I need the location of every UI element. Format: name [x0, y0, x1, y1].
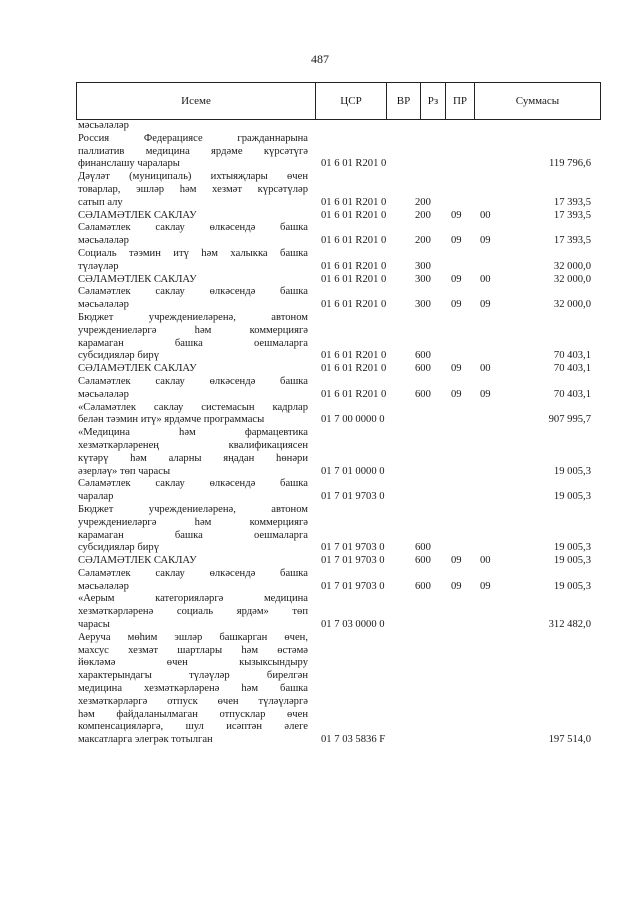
row-name-line: «Медицина һәм фармацевтика: [78, 427, 308, 439]
row-values: [76, 734, 601, 747]
row-sum: 70 403,1: [553, 388, 591, 400]
row-name-line: СӘЛАМӘТЛЕК САКЛАУ: [78, 209, 197, 221]
row-name-line: махсус хезмәт шартлары һәм өстәмә: [78, 644, 308, 656]
row-name-line: мәсьәләләр: [78, 388, 129, 400]
row-csr: 01 6 01 R201 0: [321, 299, 387, 311]
table-row: [76, 286, 601, 312]
row-csr: 01 6 01 R201 0: [321, 350, 387, 362]
row-name-line: «Сәламәтлек саклау системасын кадрлар: [78, 401, 308, 413]
row-name-line: медицина хезмәткәрләренә һәм башка: [78, 683, 308, 695]
row-name-line: СӘЛАМӘТЛЕК САКЛАУ: [78, 555, 197, 567]
row-vr: 600: [415, 388, 431, 400]
row-name-line: Сәламәтлек саклау өлкәсендә башка: [78, 286, 308, 298]
row-name-line: чаралар: [78, 491, 114, 503]
row-values: [76, 158, 601, 171]
row-values: [76, 542, 601, 555]
row-name-line: түләүләр: [78, 260, 119, 272]
budget-table: [76, 82, 601, 747]
row-name-line: күтәрү һәм аларны яңадан һөнәри: [78, 452, 308, 464]
table-row: [76, 248, 601, 274]
row-vr: 200: [415, 209, 431, 221]
row-name-line: Россия Федерациясе гражданнарына: [78, 132, 308, 144]
row-pr: 00: [480, 555, 491, 567]
table-row: [76, 478, 601, 504]
row-pr: 09: [480, 235, 491, 247]
row-rz: 09: [451, 273, 462, 285]
header-vr: ВР: [387, 83, 421, 119]
header-sum: Суммасы: [515, 95, 560, 107]
row-rz: 09: [451, 209, 462, 221]
row-name-line: Сәламәтлек саклау өлкәсендә башка: [78, 222, 308, 234]
row-sum: 17 393,5: [553, 196, 591, 208]
row-values: [76, 389, 601, 402]
row-name-line: карамаган башка оешмаларга: [78, 337, 308, 349]
row-name-line: Бюджет учреждениеләренә, автоном: [78, 503, 308, 515]
row-vr: 600: [415, 350, 431, 362]
row-csr: 01 7 01 9703 0: [321, 491, 385, 503]
row-values: [76, 363, 601, 376]
row-sum: 19 005,3: [553, 465, 591, 477]
row-pr: 09: [480, 388, 491, 400]
row-csr: 01 7 01 9703 0: [321, 542, 385, 554]
page-number: 487: [311, 52, 329, 66]
table-row: [76, 555, 601, 568]
row-name-line: Сәламәтлек саклау өлкәсендә башка: [78, 375, 308, 387]
row-name-line: финанслашу чаралары: [78, 158, 180, 170]
row-values: [76, 197, 601, 210]
row-csr: 01 7 03 5836 F: [321, 734, 386, 746]
row-name-line: учреждениеләргә һәм коммерциягә: [78, 516, 308, 528]
row-sum: 70 403,1: [553, 363, 591, 375]
row-vr: 600: [415, 580, 431, 592]
row-vr: 300: [415, 299, 431, 311]
row-name-line: мәсьәләләр: [78, 580, 129, 592]
row-name-line: максатларга элегрәк тотылган: [78, 734, 213, 746]
row-values: [76, 466, 601, 479]
row-rz: 09: [451, 299, 462, 311]
row-name-line: СӘЛАМӘТЛЕК САКЛАУ: [78, 273, 197, 285]
table-row: [76, 120, 601, 133]
row-sum: 17 393,5: [553, 235, 591, 247]
row-name-line: СӘЛАМӘТЛЕК САКЛАУ: [78, 363, 197, 375]
row-sum: 907 995,7: [548, 414, 591, 426]
row-csr: 01 7 01 9703 0: [321, 580, 385, 592]
header-name: Исеме: [77, 83, 316, 119]
row-values: [76, 350, 601, 363]
row-pr: 00: [480, 363, 491, 375]
row-sum: 19 005,3: [553, 555, 591, 567]
row-name-line: Дәүләт (муниципаль) ихтыяҗлары өчен: [78, 171, 308, 183]
row-csr: 01 6 01 R201 0: [321, 273, 387, 285]
table-row: [76, 427, 601, 478]
row-sum: 17 393,5: [553, 209, 591, 221]
table-header: [76, 82, 601, 120]
row-csr: 01 7 01 9703 0: [321, 555, 385, 567]
row-sum: 197 514,0: [548, 734, 591, 746]
row-name-line: субсидияләр бирү: [78, 350, 159, 362]
row-name-line: характерындагы түләүләр бирелгән: [78, 670, 308, 682]
row-name-line: карамаган башка оешмаларга: [78, 529, 308, 541]
table-row: [76, 222, 601, 248]
table-row: [76, 568, 601, 594]
row-rz: 09: [451, 363, 462, 375]
row-name-line: субсидияләр бирү: [78, 542, 159, 554]
row-name-line: мәсьәләләр: [78, 235, 129, 247]
row-rz: 09: [451, 580, 462, 592]
row-values: [76, 261, 601, 274]
row-name-line: Бюджет учреждениеләренә, автоном: [78, 311, 308, 323]
row-csr: 01 7 03 0000 0: [321, 619, 385, 631]
header-rz: Рз: [421, 83, 446, 119]
row-name-line: хезмәткәрләренә социаль ярдәм» төп: [78, 606, 308, 618]
row-name-line: белән тәэмин итү» ярдәмче программасы: [78, 414, 265, 426]
table-row: [76, 171, 601, 209]
row-name-line: мәсьәләләр: [78, 299, 129, 311]
row-name-line: Социаль тәэмин итү һәм халыкка башка: [78, 247, 308, 259]
row-csr: 01 7 00 0000 0: [321, 414, 385, 426]
row-csr: 01 6 01 R201 0: [321, 363, 387, 375]
row-vr: 600: [415, 542, 431, 554]
row-sum: 32 000,0: [553, 260, 591, 272]
row-values: [76, 210, 601, 223]
row-name-line: Сәламәтлек саклау өлкәсендә башка: [78, 478, 308, 490]
row-csr: 01 6 01 R201 0: [321, 209, 387, 221]
row-vr: 600: [415, 363, 431, 375]
row-pr: 09: [480, 580, 491, 592]
row-pr: 00: [480, 273, 491, 285]
table-body: [76, 120, 601, 747]
row-name-line: учреждениеләргә һәм коммерциягә: [78, 324, 308, 336]
row-vr: 300: [415, 260, 431, 272]
table-row: [76, 632, 601, 747]
row-name-line: мәсьәләләр: [78, 120, 129, 131]
row-vr: 600: [415, 555, 431, 567]
row-name-line: һәм файдаланылмаган отпусклар өчен: [78, 708, 308, 720]
row-name-line: хезмәткәрләргә отпуск өчен түләүләргә: [78, 695, 308, 707]
row-sum: 19 005,3: [553, 491, 591, 503]
table-row: [76, 593, 601, 631]
row-csr: 01 6 01 R201 0: [321, 235, 387, 247]
row-name-line: товарлар, эшләр һәм хезмәт күрсәтүләр: [78, 183, 308, 195]
row-values: [76, 555, 601, 568]
row-name-line: әзерләү» төп чарасы: [78, 465, 171, 477]
table-row: [76, 402, 601, 428]
row-csr: 01 6 01 R201 0: [321, 196, 387, 208]
row-name-line: сатып алу: [78, 196, 123, 208]
table-row: [76, 363, 601, 376]
row-rz: 09: [451, 555, 462, 567]
row-name-line: Сәламәтлек саклау өлкәсендә башка: [78, 567, 308, 579]
row-values: [76, 299, 601, 312]
table-row: [76, 504, 601, 555]
row-csr: 01 6 01 R201 0: [321, 260, 387, 272]
row-sum: 32 000,0: [553, 299, 591, 311]
row-name-line: «Аерым категорияләргә медицина: [78, 593, 308, 605]
row-name-line: компенсацияләргә, шул исәптән әлеге: [78, 721, 308, 733]
row-rz: 09: [451, 388, 462, 400]
header-csr: ЦСР: [316, 83, 387, 119]
header-pr: ПР: [446, 83, 475, 119]
row-csr: 01 7 01 0000 0: [321, 465, 385, 477]
row-vr: 200: [415, 235, 431, 247]
row-pr: 00: [480, 209, 491, 221]
row-values: [76, 274, 601, 287]
row-values: [76, 581, 601, 594]
row-vr: 200: [415, 196, 431, 208]
row-pr: 09: [480, 299, 491, 311]
row-values: [76, 619, 601, 632]
table-row: [76, 210, 601, 223]
row-sum: 70 403,1: [553, 350, 591, 362]
row-sum: 32 000,0: [553, 273, 591, 285]
row-vr: 300: [415, 273, 431, 285]
row-values: [76, 414, 601, 427]
table-row: [76, 133, 601, 171]
row-rz: 09: [451, 235, 462, 247]
row-sum: 312 482,0: [548, 619, 591, 631]
table-row: [76, 274, 601, 287]
row-name-line: хезмәткәрләренең квалификациясен: [78, 439, 308, 451]
table-row: [76, 312, 601, 363]
row-values: [76, 491, 601, 504]
row-sum: 19 005,3: [553, 542, 591, 554]
row-values: [76, 235, 601, 248]
row-name-line: Аеруча мөһим эшләр башкарган өчен,: [78, 631, 308, 643]
table-row: [76, 376, 601, 402]
row-csr: 01 6 01 R201 0: [321, 158, 387, 170]
row-sum: 19 005,3: [553, 580, 591, 592]
row-csr: 01 6 01 R201 0: [321, 388, 387, 400]
row-name-line: паллиатив медицина ярдәме күрсәтүгә: [78, 145, 308, 157]
row-values: [76, 120, 601, 133]
row-name-line: чарасы: [78, 619, 110, 631]
row-name: [76, 632, 308, 747]
row-sum: 119 796,6: [549, 158, 591, 170]
row-name-line: йөкләмә өчен кызыксындыру: [78, 657, 308, 669]
